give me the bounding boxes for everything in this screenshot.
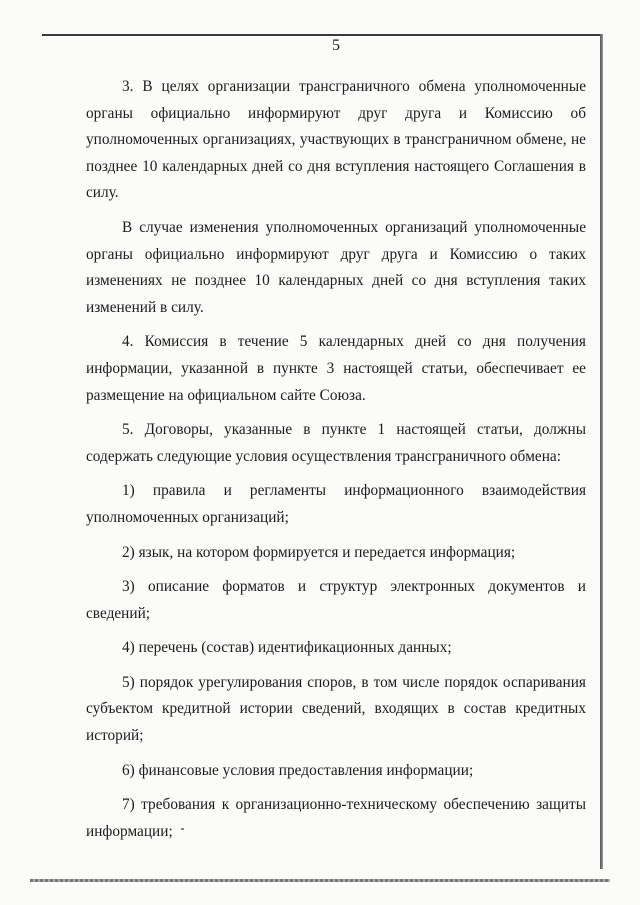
list-item-3: 3) описание форматов и структур электронных документов и сведений;: [86, 578, 586, 622]
page-number: 5: [332, 37, 340, 54]
scan-edge-right: [600, 34, 603, 869]
list-item-2: 2) язык, на котором формируется и передается информация;: [122, 543, 516, 561]
list-item-4: 4) перечень (состав) идентификационных данных;: [122, 639, 452, 657]
document-body: [86, 36, 586, 853]
scan-edge-bottom: [30, 879, 610, 882]
list-item-6: 6) финансовые условия предоставления информации;: [122, 761, 474, 779]
list-item-7: 7) требования к организационно-техническому обеспечению защиты информации;: [86, 796, 586, 840]
paragraph-change-notice: В случае изменения уполномоченных организаций уполномоченные органы официально информируют друг друга и Комиссию о таких изменениях не позднее 10 календарных дней со дня вступления таких изменений в силу.: [86, 218, 586, 316]
paragraph-4: 4. Комиссия в течение 5 календарных дней со дня получения информации, указанной в пункте 3 настоящей статьи, обеспечивает ее размещение на официальном сайте Союза.: [86, 333, 586, 404]
paragraph-5: 5. Договоры, указанные в пункте 1 настоящей статьи, должны содержать следующие условия осуществления трансграничного обмена:: [86, 421, 586, 465]
scan-speck: [181, 828, 184, 830]
list-item-1: 1) правила и регламенты информационного взаимодействия уполномоченных организаций;: [86, 482, 586, 526]
list-item-5: 5) порядок урегулирования споров, в том числе порядок оспаривания субъектом кредитной истории сведений, входящих в состав кредитных историй;: [86, 673, 586, 745]
paragraph-3: 3. В целях организации трансграничного обмена уполномоченные органы официально информируют друг друга и Комиссию об уполномоченных организациях, участвующих в трансграничном обмене, не позднее 10 календарных дней со дня вступления настоящего Соглашения в силу.: [86, 78, 586, 202]
